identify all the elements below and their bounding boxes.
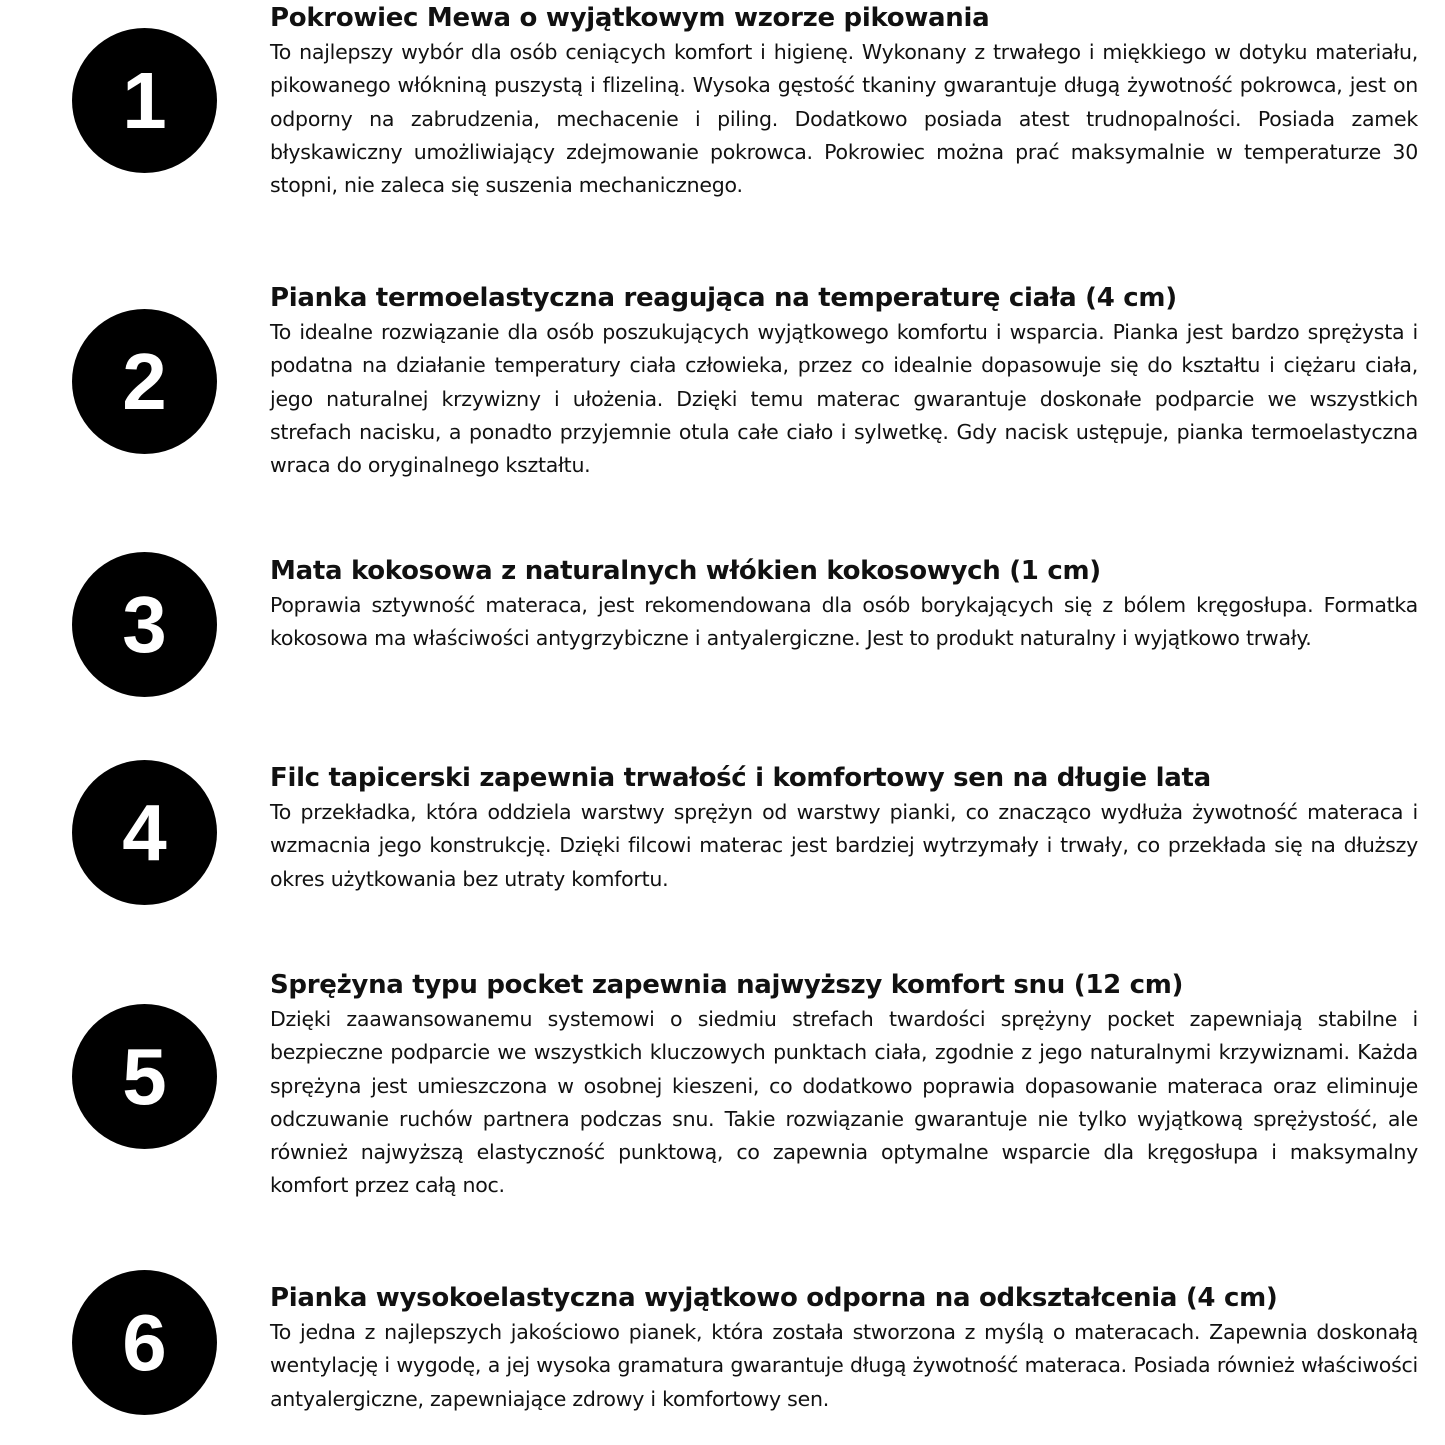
number-badge-4 [72, 760, 217, 905]
layer-text-2 [270, 281, 1418, 482]
layer-description: To idealne rozwiązanie dla osób poszukujących wyjątkowego komfortu i wsparcia. Pianka jest bardzo sprężysta i podatna na działanie temperatury ciała człowieka, przez co idealnie dopasowuje się do kształtu i ciężaru ciała, jego naturalnej krzywizny i ułożenia. Dzięki temu materac gwarantuje doskonałe podparcie we wszystkich strefach nacisku, a ponadto przyjemnie otula całe ciało i sylwetkę. Gdy nacisk ustępuje, pianka termoelastyczna wraca do oryginalnego kształtu. [270, 320, 1418, 478]
layer-description: Poprawia sztywność materaca, jest rekomendowana dla osób borykających się z bólem kręgosłupa. Formatka kokosowa ma właściwości antygrzybiczne i antyalergiczne. Jest to produkt naturalny i wyjątkowo trwały. [270, 593, 1418, 651]
layer-text-4 [270, 761, 1418, 896]
number-label: 3 [122, 579, 167, 669]
layer-description: To najlepszy wybór dla osób ceniących komfort i higienę. Wykonany z trwałego i miękkiego w dotyku materiału, pikowanego włókniną puszystą i flizeliną. Wysoka gęstość tkaniny gwarantuje długą żywotność pokrowca, jest on odporny na zabrudzenia, mechacenie i piling. Dodatkowo posiada atest trudnopalności. Posiada zamek błyskawiczny umożliwiający zdejmowanie pokrowca. Pokrowiec można prać maksymalnie w temperaturze 30 stopni, nie zaleca się suszenia mechanicznego. [270, 40, 1418, 198]
number-label: 2 [122, 336, 167, 426]
number-badge-6 [72, 1270, 217, 1415]
number-label: 1 [122, 55, 167, 145]
layer-title: Sprężyna typu pocket zapewnia najwyższy komfort snu (12 cm) [270, 970, 1184, 1000]
number-badge-3 [72, 552, 217, 697]
layer-description: Dzięki zaawansowanemu systemowi o siedmiu strefach twardości sprężyny pocket zapewniają stabilne i bezpieczne podparcie we wszystkich kluczowych punktach ciała, zgodnie z jego naturalnymi krzywiznami. Każda sprężyna jest umieszczona w osobnej kieszeni, co dodatkowo poprawia dopasowanie materaca oraz eliminuje odczuwanie ruchów partnera podczas snu. Takie rozwiązanie gwarantuje nie tylko wyjątkową sprężystość, ale również najwyższą elastyczność punktową, co zapewnia optymalne wsparcie dla kręgosłupa i maksymalny komfort przez całą noc. [270, 1007, 1418, 1198]
number-badge-5 [72, 1004, 217, 1149]
layer-description: To przekładka, która oddziela warstwy sprężyn od warstwy pianki, co znacząco wydłuża żywotność materaca i wzmacnia jego konstrukcję. Dzięki filcowi materac jest bardziej wytrzymały i trwały, co przekłada się na dłuższy okres użytkowania bez utraty komfortu. [270, 800, 1418, 891]
layer-title: Pianka wysokoelastyczna wyjątkowo odporna na odkształcenia (4 cm) [270, 1283, 1278, 1313]
layer-text-5 [270, 968, 1418, 1203]
layer-text-1 [270, 1, 1418, 202]
layer-text-3 [270, 554, 1418, 656]
number-label: 4 [122, 787, 167, 877]
layer-title: Filc tapicerski zapewnia trwałość i komfortowy sen na długie lata [270, 763, 1211, 793]
layer-title: Pokrowiec Mewa o wyjątkowym wzorze pikowania [270, 3, 990, 33]
number-badge-1 [72, 28, 217, 173]
layer-title: Pianka termoelastyczna reagująca na temperaturę ciała (4 cm) [270, 283, 1177, 313]
layer-title: Mata kokosowa z naturalnych włókien kokosowych (1 cm) [270, 556, 1101, 586]
number-badge-2 [72, 309, 217, 454]
layer-text-6 [270, 1281, 1418, 1416]
number-label: 5 [122, 1031, 167, 1121]
layer-description: To jedna z najlepszych jakościowo pianek, która została stworzona z myślą o materacach. Zapewnia doskonałą wentylację i wygodę, a jej wysoka gramatura gwarantuje długą żywotność materaca. Posiada również właściwości antyalergiczne, zapewniające zdrowy i komfortowy sen. [270, 1320, 1418, 1411]
number-label: 6 [122, 1297, 167, 1387]
